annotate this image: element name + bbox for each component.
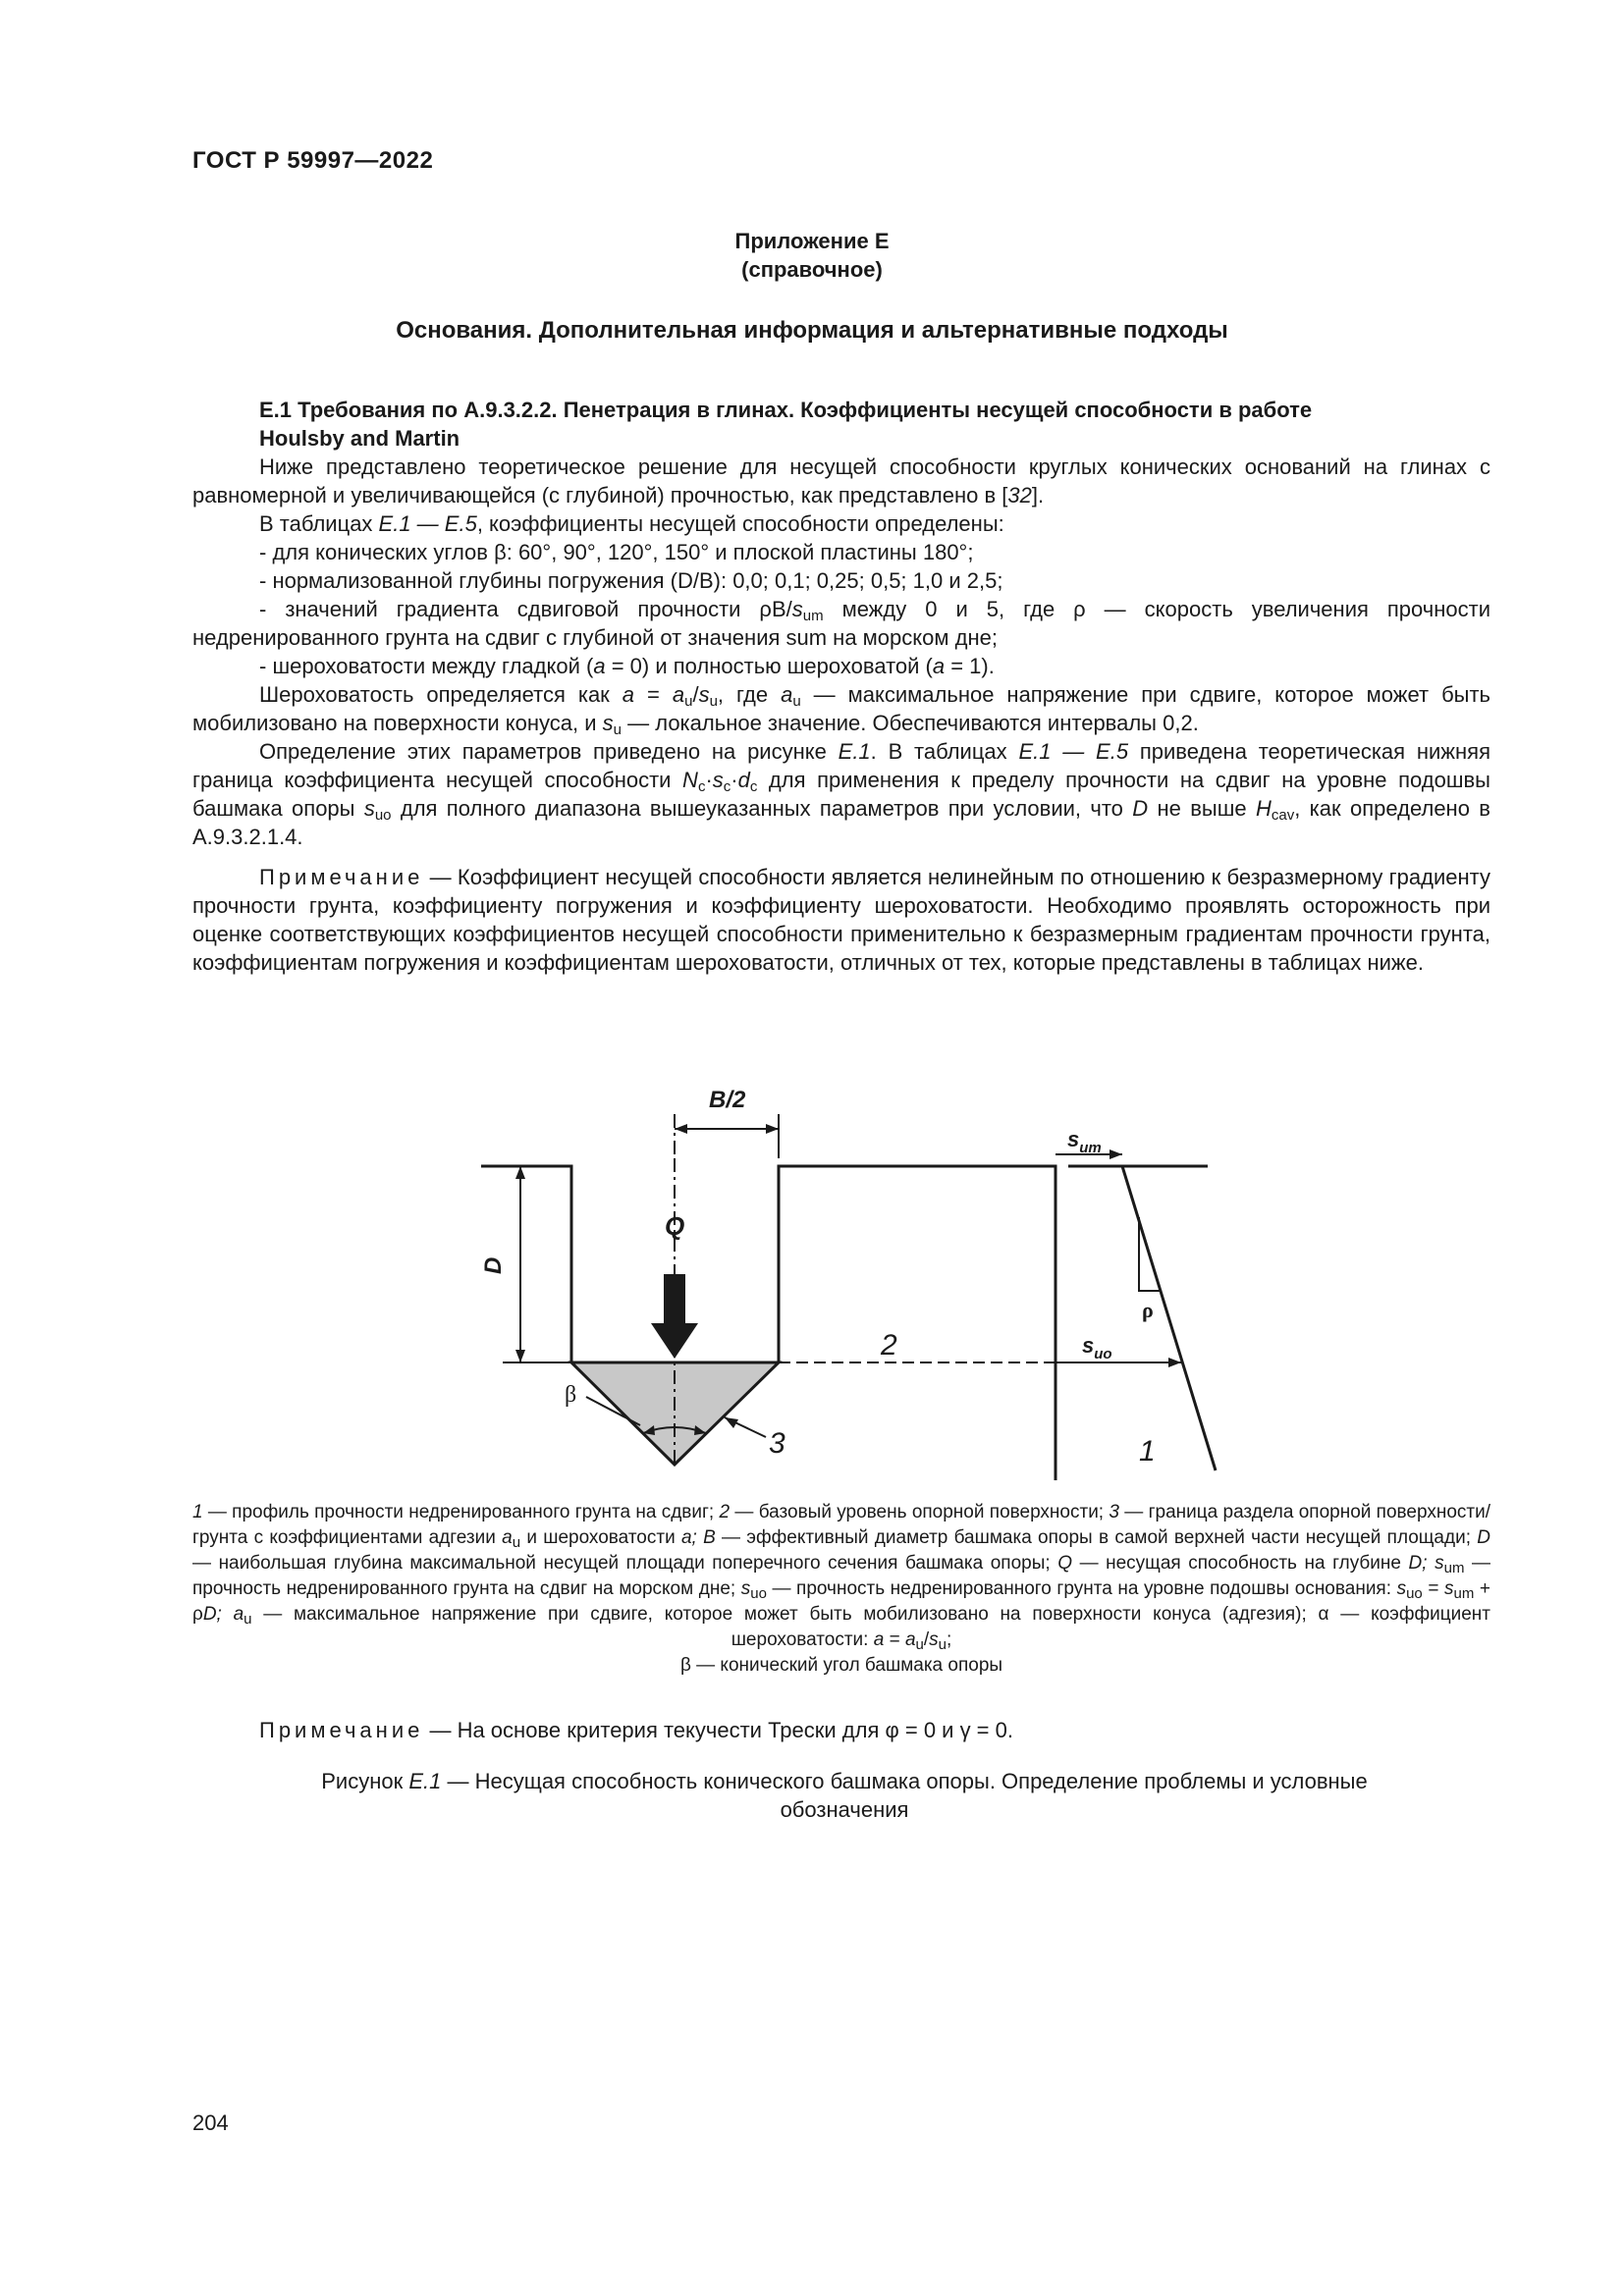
label-s-uo: $s_{uo}$ [1082, 1333, 1112, 1362]
body-text [192, 396, 1490, 977]
page-number: 204 [192, 2110, 229, 2135]
appendix-subtitle: (справочное) [741, 257, 883, 282]
label-b-half: B/2 [709, 1087, 746, 1113]
figure-legend: 1 — профиль прочности недренированного грунта на сдвиг; 2 — базовый уровень опорной поверхности; 3 — граница раздела опорной поверхности/грунта с коэффициентами адгезии $a_u$ и шероховатости a; B — эффективный диаметр башмака опоры в самой верхней части несущей площади; D — наибольшая глубина максимальной несущей площади поперечного сечения башмака опоры; Q — несущая способность на глубине D; $s_{um}$ — прочность недренированного грунта на сдвиг на морском дне; $s_{uo}$ — прочность недренированного грунта на уровне подошвы основания: $s_{uo} = s_{um} + \rho D$; $a_u$ — максимальное напряжение при сдвиге, которое может быть мобилизовано на поверхности конуса (адгезия); α — коэффициент шероховатости: $a = a_u/s_u$; β — конический угол башмака опоры [192, 1502, 1491, 1676]
list-item-cone-angles: - для конических углов β: 60°, 90°, 120°, 150° и плоской пластины 180°; [259, 540, 974, 564]
reference-link: 32 [1007, 483, 1032, 507]
appendix-title: Приложение Е [734, 229, 890, 253]
label-depth: D [480, 1256, 507, 1274]
label-beta: β [565, 1382, 577, 1408]
strength-profile-line [1122, 1166, 1216, 1470]
label-s-um: $s_{um}$ [1067, 1127, 1102, 1156]
figure-note-label: Примечание [259, 1718, 424, 1742]
figure-note-text: — На основе критерия текучести Трески для φ = 0 и γ = 0. [423, 1718, 1013, 1742]
paragraph-parameters: Определение этих параметров приведено на рисунке Е.1. В таблицах Е.1 — Е.5 приведена теоретическая нижняя граница коэффициента несущей способности $N_c\cdot s_c\cdot d_c$ для применения к пределу прочности на сдвиг на уровне подошвы башмака опоры $s_{uo}$ для полного диапазона вышеуказанных параметров при условии, что D не выше $H_{cav}$, как определено в А.9.3.2.1.4. [192, 739, 1490, 849]
paragraph-roughness-definition: Шероховатость определяется как $a = a_u/s_u$, где $a_u$ — максимальное напряжение при сдвиге, которое может быть мобилизовано на поверхности конуса, и $s_u$ — локальное значение. Обеспечиваются интервалы 0,2. [192, 682, 1491, 738]
figure-cone-footing [452, 1060, 1237, 1492]
label-item-2: 2 [881, 1329, 897, 1362]
list-item-depth: - нормализованной глубины погружения (D/B): 0,0; 0,1; 0,25; 0,5; 1,0 и 2,5; [259, 568, 1003, 593]
subsection-heading-line1: Е.1 Требования по А.9.3.2.2. Пенетрация в глинах. Коэффициенты несущей способности в работе [259, 398, 1313, 422]
list-item-gradient: - значений градиента сдвиговой прочности $\rho B/s_{um}$ между 0 и 5, где ρ — скорость увеличения прочности недренированного грунта на сдвиг с глубиной от значения sum на морском дне; [192, 597, 1490, 650]
label-item-3: 3 [769, 1427, 785, 1460]
paragraph-intro: Ниже представлено теоретическое решение для несущей способности круглых конических оснований на глинах с равномерной и увеличивающейся (с глубиной) прочностью, как представлено в [32]. [192, 454, 1490, 507]
label-item-1: 1 [1139, 1435, 1156, 1468]
list-item-roughness: - шероховатости между гладкой (a = 0) и полностью шероховатой (a = 1). [259, 654, 995, 678]
paragraph-tables: В таблицах Е.1 — Е.5, коэффициенты несущей способности определены: [259, 511, 1004, 536]
subsection-heading [192, 396, 1490, 453]
document-id-header: ГОСТ Р 59997—2022 [192, 147, 434, 174]
subsection-heading-line2: Houlsby and Martin [259, 426, 460, 451]
seabed-right-outline [779, 1166, 1056, 1480]
label-rho: ρ [1142, 1298, 1154, 1322]
load-arrow-head [651, 1323, 698, 1359]
label-load: Q [665, 1211, 685, 1241]
note-paragraph: Примечание — Коэффициент несущей способности является нелинейным по отношению к безразмерному градиенту прочности грунта, коэффициенту погружения и коэффициенту шероховатости. Необходимо проявлять осторожность при оценке соответствующих коэффициентов несущей способности применительно к безразмерным градиентам прочности грунта, коэффициентам погружения и коэффициентам шероховатости, отличных от тех, которые представлены в таблицах ниже. [192, 865, 1490, 975]
section-title: Основания. Дополнительная информация и альтернативные подходы [396, 317, 1228, 344]
note-label: Примечание [259, 865, 424, 889]
figure-diagram [452, 1060, 1237, 1492]
figure-note [259, 1718, 1013, 1743]
figure-caption: Рисунок Е.1 — Несущая способность конического башмака опоры. Определение проблемы и условные обозначения [321, 1769, 1368, 1822]
load-arrow-shaft [664, 1274, 685, 1325]
